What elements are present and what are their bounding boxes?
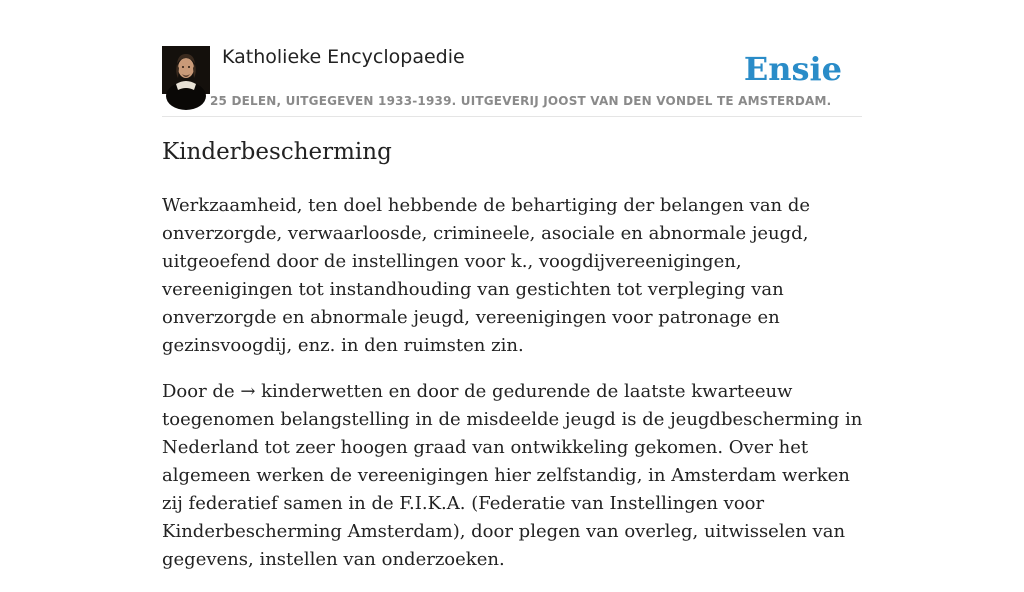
source-title[interactable]: Katholieke Encyclopaedie	[222, 46, 465, 68]
article-body	[162, 192, 864, 592]
brand-logo[interactable]: Ensie	[743, 50, 842, 88]
article-paragraph: Door de → kinderwetten en door de gedurende de laatste kwarteeuw toegenomen belangstelling in de misdeelde jeugd is de jeugdbescherming in Nederland tot zeer hoogen graad van ontwikkeling gekomen. Over het algemeen werken de vereenigingen hier zelfstandig, in Amsterdam werken zij federatief samen in de F.I.K.A. (Federatie van Instellingen voor Kinderbescherming Amsterdam), door plegen van overleg, uitwisselen van gegevens, instellen van onderzoeken.	[162, 381, 863, 570]
portrait-avatar[interactable]	[162, 46, 210, 94]
portrait-icon	[162, 46, 210, 94]
article-paragraph: Werkzaamheid, ten doel hebbende de behartiging der belangen van de onverzorgde, verwaarloosde, crimineele, asociale en abnormale jeugd, uitgeoefend door de instellingen voor k., voogdijvereenigingen, vereenigingen tot instandhouding van gestichten tot verpleging van onverzorgde en abnormale jeugd, vereenigingen voor patronage en gezinsvoogdij, enz. in den ruimsten zin.	[162, 195, 811, 356]
source-header	[162, 46, 862, 117]
source-meta: 25 DELEN, UITGEGEVEN 1933-1939. UITGEVERIJ JOOST VAN DEN VONDEL TE AMSTERDAM.	[210, 94, 832, 108]
article-title: Kinderbescherming	[162, 139, 392, 165]
